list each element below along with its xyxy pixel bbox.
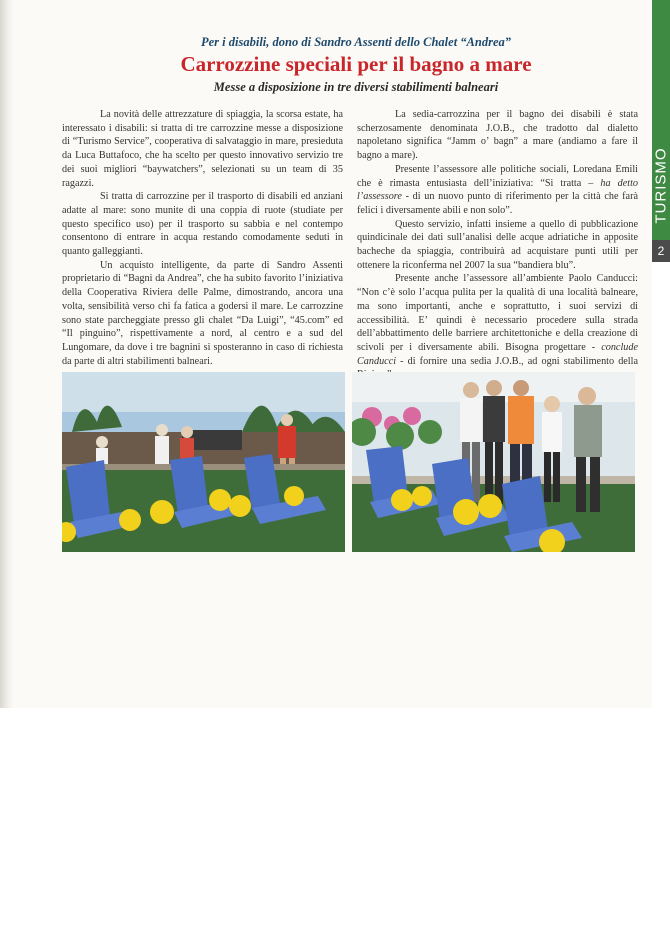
article-kicker: Per i disabili, dono di Sandro Assenti dello Chalet “Andrea” <box>201 35 511 49</box>
section-tab <box>652 0 670 262</box>
article-headline: Carrozzine speciali per il bagno a mare <box>180 52 532 76</box>
text-run: - di un nuovo punto di riferimento per la città che farà felici i diversamente abili e non solo”. <box>357 191 638 216</box>
paragraph: Questo servizio, infatti insieme a quello di pubblicazione quindicinale dei dati sull’analisi delle acque adriatiche in apposite bacheche da spiaggia, contribuirà ad acquistare punti utili per ottenere la riconferma nel 2007 la sua “bandiera blu”. <box>357 218 638 271</box>
scanner-background <box>0 708 670 948</box>
paragraph: Si tratta di carrozzine per il trasporto di disabili ed anziani adatte al mare: sono munite di una coppia di ruote (studiate per questo specifico uso) per il trasporto su sabbia e nel contempo consentono di entrare in acqua restando comodamente seduti in quanto galleggianti. <box>62 191 343 258</box>
section-label-box <box>650 140 670 230</box>
photo-illustration <box>352 372 635 552</box>
paragraph <box>357 272 638 382</box>
page-binding-shadow <box>0 0 14 708</box>
paragraph: La sedia-carrozzina per il bagno dei disabili è stata scherzosamente denominata J.O.B., che tradotto dal dialetto napoletano significa “Jamm o’ bagn” a mare (andiamo a fare il bagno a mare). <box>357 109 638 162</box>
paragraph <box>357 163 638 218</box>
italic-attribution: ha detto l’assessore <box>357 177 638 203</box>
photo-illustration <box>62 372 345 552</box>
section-label: TURISMO <box>652 146 670 224</box>
right-column <box>357 108 638 382</box>
page-number: 2 <box>652 240 670 262</box>
italic-attribution: conclude Canducci <box>357 341 638 367</box>
photo-group-with-wheelchairs <box>352 372 635 552</box>
photo-beach-wheelchairs <box>62 372 345 552</box>
left-column <box>62 108 343 368</box>
text-run: Presente l’assessore alle politiche sociali, Loredana Emili che è rimasta entusiasta dell’iniziativa: “Si tratta – <box>357 163 638 189</box>
text-run: Presente anche l’assessore all’ambiente Paolo Canducci: “Non c’è solo l’acqua pulita per la qualità di una località balneare, ma sono importanti, anche e soprattutto, i suoi servizi di accessibilità. E’ quindi è necessario procedere sulla strada dell’abbattimento delle barriere architettoniche e della creazione di scivoli per i diversamente abili. Bisogna progettare - <box>357 273 638 353</box>
paragraph: Un acquisto intelligente, da parte di Sandro Assenti proprietario di “Bagni da Andrea”, che ha subito favorito l’iniziativa della Cooperativa Riviera delle Palme, dimostrando, ancora una volta, sensibilità verso chi fa fatica a godersi il mare. Le carrozzine sono state parcheggiate presso gli chalet “Da Luigi”, “45.com” ed “Il pinguino”, rispettivamente a nord, al centro e a sud del Lungomare, da dove i tre bagnini si sposteranno in caso di richiesta da parte di altri stabilimenti balneari. <box>62 259 343 367</box>
paragraph: La novità delle attrezzature di spiaggia, la scorsa estate, ha interessato i disabili: si tratta di tre carrozzine messe a disposizione di “Turismo Service”, cooperativa di salvataggio in mare, presieduta da Luca Buttafoco, che ha scelto per questo innovativo servizio tre dei suoi migliori “baywatchers”, selezionati su un team di 35 ragazzi. <box>62 109 343 189</box>
article-subhead: Messe a disposizione in tre diversi stabilimenti balneari <box>213 80 499 94</box>
text-run: - di fornire una sedia J.O.B., ad ogni stabilimento della <box>400 355 638 367</box>
